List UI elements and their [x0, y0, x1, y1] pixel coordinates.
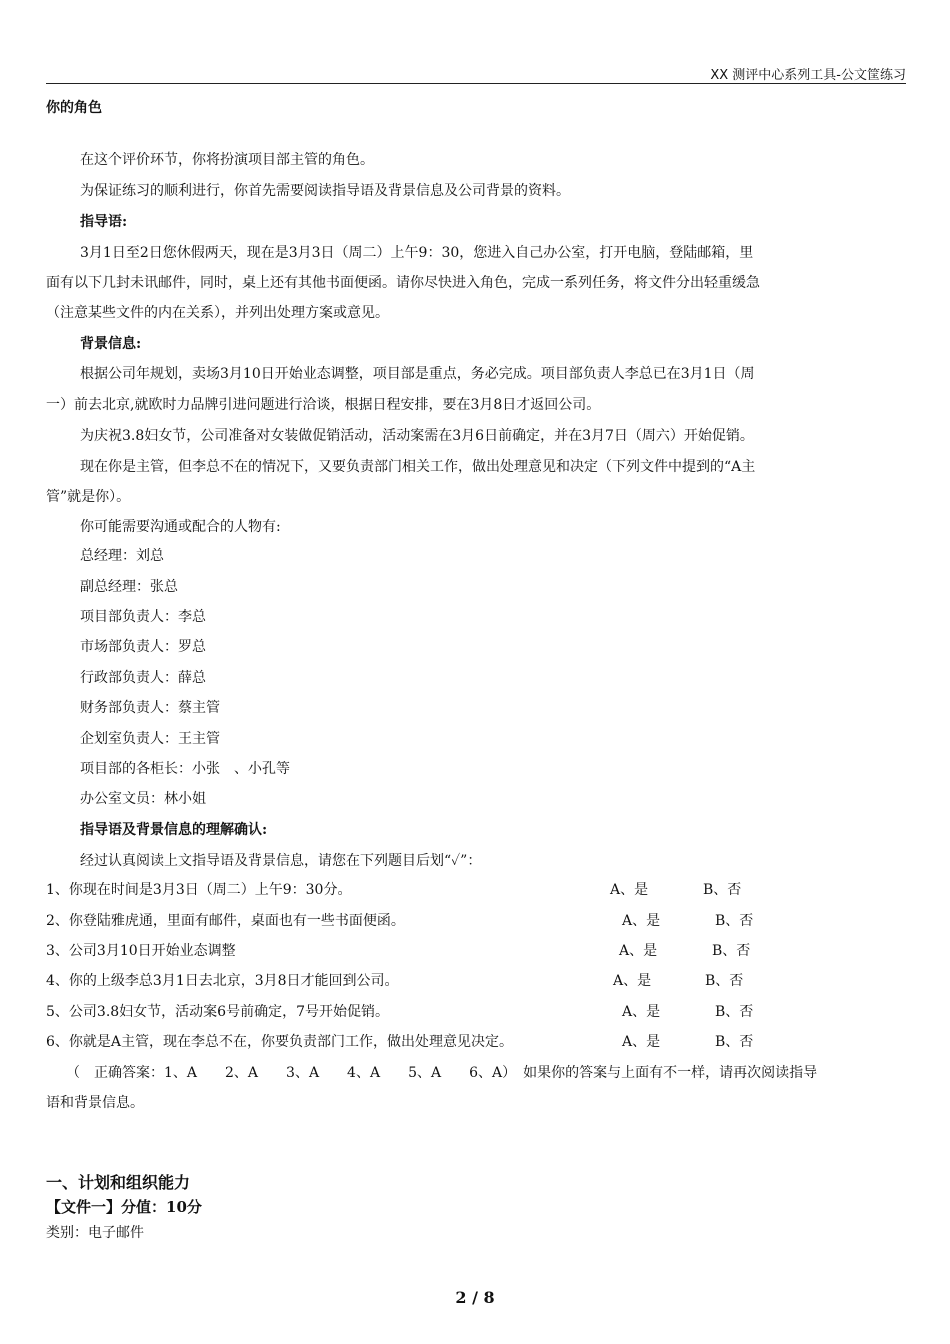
option-b[interactable]: B、否 — [715, 1004, 754, 1020]
person-entry: 总经理：刘总 — [80, 548, 164, 564]
person-entry: 市场部负责人：罗总 — [80, 639, 206, 655]
person-entry: 企划室负责人：王主管 — [80, 731, 220, 747]
intro-line: 在这个评价环节，你将扮演项目部主管的角色。 — [80, 152, 374, 168]
question-text: 1、你现在时间是3月3日（周二）上午9：30分。 — [46, 882, 352, 898]
file-label: 【文件一】分值：10分 — [46, 1198, 202, 1216]
role-title: 你的角色 — [46, 100, 102, 116]
page-header: XX 测评中心系列工具-公文筐练习 — [710, 68, 906, 83]
option-a[interactable]: A、是 — [622, 1034, 661, 1050]
guide-paragraph: 3月1日至2日您休假两天，现在是3月3日（周二）上午9：30，您进入自己办公室，打开电脑，登陆邮箱，里 — [80, 245, 754, 261]
answer-key: 语和背景信息。 — [46, 1095, 144, 1111]
option-b[interactable]: B、否 — [703, 882, 742, 898]
header-rule — [46, 83, 906, 84]
person-entry: 副总经理：张总 — [80, 579, 178, 595]
option-a[interactable]: A、是 — [622, 913, 661, 929]
file-category: 类别：电子邮件 — [46, 1225, 144, 1241]
question-text: 2、你登陆雅虎通，里面有邮件，桌面也有一些书面便函。 — [46, 913, 405, 929]
option-a[interactable]: A、是 — [610, 882, 649, 898]
option-a[interactable]: A、是 — [622, 1004, 661, 1020]
option-a[interactable]: A、是 — [619, 943, 658, 959]
section-title: 一、计划和组织能力 — [46, 1173, 191, 1192]
confirm-label: 指导语及背景信息的理解确认: — [80, 822, 268, 838]
person-entry: 项目部负责人：李总 — [80, 609, 206, 625]
question-text: 3、公司3月10日开始业态调整 — [46, 943, 236, 959]
person-entry: 行政部负责人：薛总 — [80, 670, 206, 686]
background-paragraph: 为庆祝3.8妇女节，公司准备对女装做促销活动，活动案需在3月6日前确定，并在3月7日（周六）开始促销。 — [80, 428, 754, 444]
question-text: 6、你就是A主管，现在李总不在，你要负责部门工作，做出处理意见决定。 — [46, 1034, 514, 1050]
option-b[interactable]: B、否 — [705, 973, 744, 989]
page-number: 2 / 8 — [455, 1288, 495, 1307]
guide-paragraph: 面有以下几封未讯邮件，同时，桌上还有其他书面便函。请你尽快进入角色，完成一系列任务，将文件分出轻重缓急 — [46, 275, 760, 291]
question-text: 4、你的上级李总3月1日去北京，3月8日才能回到公司。 — [46, 973, 399, 989]
question-text: 5、公司3.8妇女节，活动案6号前确定，7号开始促销。 — [46, 1004, 389, 1020]
intro-line: 为保证练习的顺利进行，你首先需要阅读指导语及背景信息及公司背景的资料。 — [80, 183, 570, 199]
people-intro: 你可能需要沟通或配合的人物有: — [80, 519, 281, 535]
person-entry: 财务部负责人：蔡主管 — [80, 700, 220, 716]
person-entry: 办公室文员：林小姐 — [80, 791, 206, 807]
background-paragraph: 根据公司年规划，卖场3月10日开始业态调整，项目部是重点，务必完成。项目部负责人李总已在3月1日（周 — [80, 366, 755, 382]
background-paragraph: 一）前去北京,就欧时力品牌引进问题进行洽谈，根据日程安排，要在3月8日才返回公司。 — [46, 397, 601, 413]
answer-key: （ 正确答案：1、A 2、A 3、A 4、A 5、A 6、A） 如果你的答案与上面有不一样，请再次阅读指导 — [66, 1065, 818, 1081]
guide-paragraph: （注意某些文件的内在关系），并列出处理方案或意见。 — [46, 305, 389, 321]
background-label: 背景信息: — [80, 336, 142, 352]
option-b[interactable]: B、否 — [715, 1034, 754, 1050]
background-paragraph: 管”就是你）。 — [46, 489, 131, 505]
option-a[interactable]: A、是 — [613, 973, 652, 989]
option-b[interactable]: B、否 — [715, 913, 754, 929]
confirm-instruction: 经过认真阅读上文指导语及背景信息，请您在下列题目后划“✓”： — [80, 853, 482, 869]
person-entry: 项目部的各柜长：小张 、小孔等 — [80, 761, 290, 777]
option-b[interactable]: B、否 — [712, 943, 751, 959]
guide-label: 指导语: — [80, 214, 128, 230]
background-paragraph: 现在你是主管，但李总不在的情况下，又要负责部门相关工作，做出处理意见和决定（下列文件中提到的“A主 — [80, 459, 756, 475]
